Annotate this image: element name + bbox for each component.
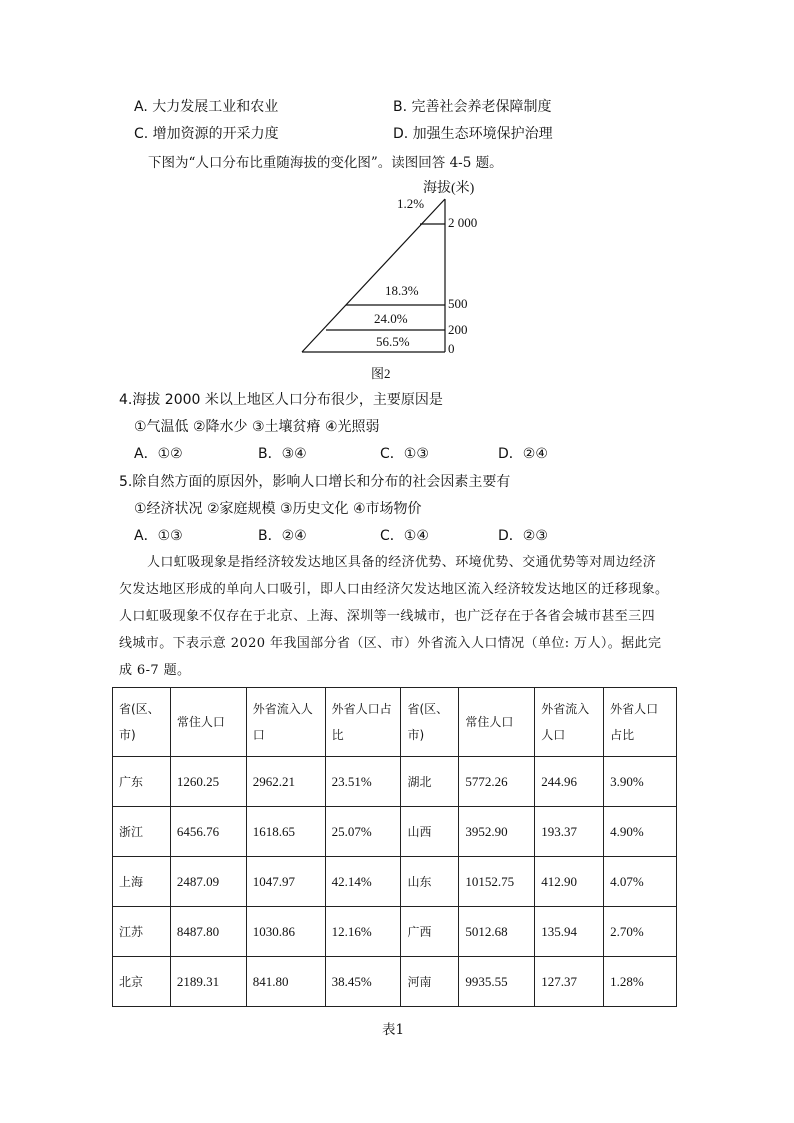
- cell-province: 山东: [401, 857, 459, 907]
- cell-share: 4.07%: [604, 857, 677, 907]
- tick-2000: 2 000: [448, 215, 478, 230]
- q4-option-a: A．①②: [134, 446, 183, 462]
- header-province-2: 省(区、市): [401, 688, 459, 757]
- q4-option-b: B．③④: [258, 446, 307, 462]
- cell-inflow: 127.37: [535, 957, 604, 1007]
- cell-share: 23.51%: [325, 757, 401, 807]
- cell-share: 2.70%: [604, 907, 677, 957]
- cell-share: 4.90%: [604, 807, 677, 857]
- cell-inflow: 841.80: [246, 957, 325, 1007]
- cell-resident: 1260.25: [170, 757, 246, 807]
- cell-inflow: 135.94: [535, 907, 604, 957]
- cell-share: 38.45%: [325, 957, 401, 1007]
- table-row: [113, 957, 677, 1007]
- cell-inflow: 1618.65: [246, 807, 325, 857]
- triangle-hypotenuse: [302, 199, 445, 352]
- table-row: [113, 857, 677, 907]
- table-row: [113, 757, 677, 807]
- cell-resident: 5012.68: [459, 907, 535, 957]
- header-share-1: 外省人口占比: [325, 688, 401, 757]
- population-table: [112, 687, 677, 1007]
- cell-province: 河南: [401, 957, 459, 1007]
- header-province-1: 省(区、市): [113, 688, 171, 757]
- tick-0: 0: [448, 341, 455, 356]
- cell-resident: 6456.76: [170, 807, 246, 857]
- q4-items: ①气温低 ②降水少 ③土壤贫瘠 ④光照弱: [134, 419, 380, 435]
- header-resident-2: 常住人口: [459, 688, 535, 757]
- option-b: B. 完善社会养老保障制度: [393, 99, 552, 115]
- header-inflow-1: 外省流入人口: [246, 688, 325, 757]
- cell-resident: 2487.09: [170, 857, 246, 907]
- option-d: D. 加强生态环境保护治理: [393, 126, 553, 142]
- passage-line-3: 人口虹吸现象不仅存在于北京、上海、深圳等一线城市，也广泛存在于各省会城市甚至三四: [119, 609, 656, 624]
- band-label-above-2000: 1.2%: [397, 196, 425, 211]
- cell-province: 上海: [113, 857, 171, 907]
- cell-province: 北京: [113, 957, 171, 1007]
- band-label-200-500: 24.0%: [374, 311, 408, 326]
- cell-province: 江苏: [113, 907, 171, 957]
- q5-option-b: B．②④: [258, 528, 307, 544]
- q5-stem: 5.除自然方面的原因外，影响人口增长和分布的社会因素主要有: [119, 474, 511, 490]
- cell-inflow: 2962.21: [246, 757, 325, 807]
- cell-share: 3.90%: [604, 757, 677, 807]
- q5-option-a: A．①③: [134, 528, 183, 544]
- header-share-2: 外省人口占比: [604, 688, 677, 757]
- option-c: C. 增加资源的开采力度: [134, 126, 279, 142]
- passage-line-5: 成 6-7 题。: [119, 663, 191, 678]
- population-altitude-figure: [290, 175, 520, 385]
- cell-resident: 2189.31: [170, 957, 246, 1007]
- cell-province: 广东: [113, 757, 171, 807]
- cell-province: 浙江: [113, 807, 171, 857]
- cell-resident: 10152.75: [459, 857, 535, 907]
- tick-500: 500: [448, 296, 468, 311]
- figure-caption: 图2: [371, 366, 391, 381]
- intro-4-5: 下图为“人口分布比重随海拔的变化图”。读图回答 4-5 题。: [148, 155, 503, 171]
- cell-resident: 8487.80: [170, 907, 246, 957]
- header-resident-1: 常住人口: [170, 688, 246, 757]
- band-label-0-200: 56.5%: [376, 334, 410, 349]
- table-caption: 表1: [382, 1022, 405, 1038]
- cell-province: 山西: [401, 807, 459, 857]
- q5-option-c: C．①④: [380, 528, 429, 544]
- passage-line-4: 线城市。下表示意 2020 年我国部分省（区、市）外省流入人口情况（单位: 万人）。据此完: [119, 636, 662, 651]
- cell-inflow: 193.37: [535, 807, 604, 857]
- cell-inflow: 1030.86: [246, 907, 325, 957]
- cell-share: 12.16%: [325, 907, 401, 957]
- passage-line-2: 欠发达地区形成的单向人口吸引，即人口由经济欠发达地区流入经济较发达地区的迁移现象。: [119, 582, 669, 597]
- cell-share: 1.28%: [604, 957, 677, 1007]
- header-inflow-2: 外省流入人口: [535, 688, 604, 757]
- cell-share: 42.14%: [325, 857, 401, 907]
- q4-option-d: D．②④: [498, 446, 548, 462]
- cell-resident: 3952.90: [459, 807, 535, 857]
- option-a: A. 大力发展工业和农业: [134, 99, 279, 115]
- cell-province: 湖北: [401, 757, 459, 807]
- tick-200: 200: [448, 322, 468, 337]
- q5-items: ①经济状况 ②家庭规模 ③历史文化 ④市场物价: [134, 501, 422, 517]
- cell-resident: 9935.55: [459, 957, 535, 1007]
- table-header-row: [113, 688, 677, 757]
- q4-stem: 4.海拔 2000 米以上地区人口分布很少，主要原因是: [119, 392, 443, 408]
- cell-share: 25.07%: [325, 807, 401, 857]
- cell-inflow: 412.90: [535, 857, 604, 907]
- cell-inflow: 244.96: [535, 757, 604, 807]
- cell-province: 广西: [401, 907, 459, 957]
- table-row: [113, 907, 677, 957]
- q4-option-c: C．①③: [380, 446, 429, 462]
- cell-inflow: 1047.97: [246, 857, 325, 907]
- passage-line-1: 人口虹吸现象是指经济较发达地区具备的经济优势、环境优势、交通优势等对周边经济: [147, 555, 657, 570]
- q5-option-d: D．②③: [498, 528, 548, 544]
- band-label-500-2000: 18.3%: [385, 283, 419, 298]
- axis-title: 海拔(米): [423, 181, 475, 196]
- table-row: [113, 807, 677, 857]
- cell-resident: 5772.26: [459, 757, 535, 807]
